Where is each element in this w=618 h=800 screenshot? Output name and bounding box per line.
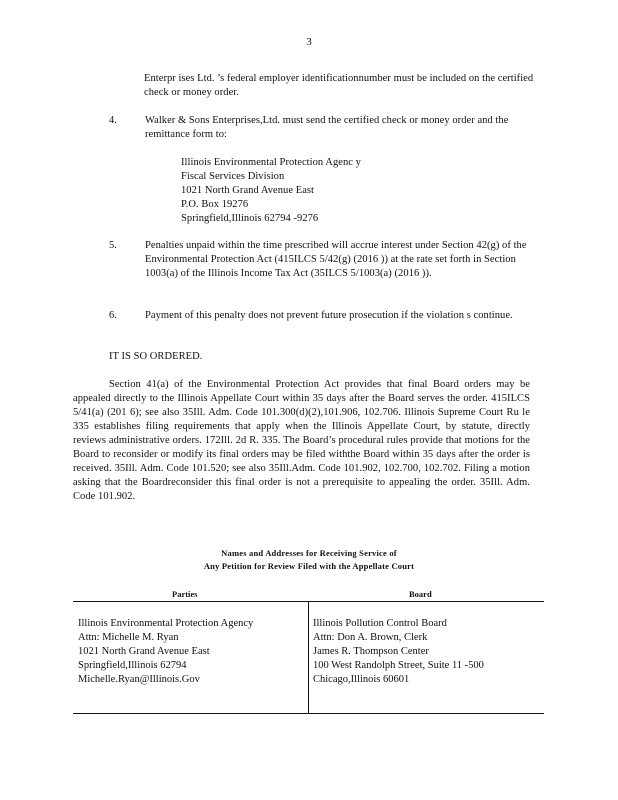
so-ordered-line: IT IS SO ORDERED. <box>109 351 203 362</box>
numbered-item-5 <box>109 239 539 281</box>
board-address-block <box>313 617 484 687</box>
board-line: Attn: Don A. Brown, Clerk <box>313 632 428 643</box>
item-number: 6. <box>109 310 117 321</box>
party-line: Springfield,Illinois 62794 <box>78 660 187 671</box>
party-line: 1021 North Grand Avenue East <box>78 646 210 657</box>
item-text: Walker & Sons Enterprises,Ltd. must send the certified check or money order and the remittance form to: <box>145 115 509 140</box>
table-bottom-rule <box>73 713 544 714</box>
address-line: 1021 North Grand Avenue East <box>181 185 315 196</box>
party-line: Illinois Environmental Protection Agency <box>78 618 254 629</box>
item-text: Payment of this penalty does not prevent future prosecution if the violation s continue. <box>145 310 513 321</box>
continuation-paragraph: Enterpr ises Ltd. ’s federal employer identificationnumber must be included on the certified check or money order. <box>144 73 534 98</box>
remittance-address <box>181 156 361 226</box>
parties-column-header: Parties <box>172 589 198 599</box>
address-line: Springfield,Illinois 62794 -9276 <box>181 213 319 224</box>
appeal-paragraph: Section 41(a) of the Environmental Protection Act provides that final Board orders may be appealed directly to the Illinois Appellate Court within 35 days after the Board serves the order. 415ILCS 5/41(a) (201 6); see also 35Ill. Adm. Code 101.300(d)(2),101.906, 102.706. Illinois Supreme Court Ru le 335 establishes filing requirements that apply when the Illinois Appellate Court, by statute, directly reviews administrative orders. 172Ill. 2d R. 335. The Board’s procedural rules provide that motions for the Board to reconsider or modify its final orders may be filed withthe Board within 35 days after the order is received. 35Ill. Adm. Code 101.520; see also 35Ill.Adm. Code 101.902, 102.700, 102.702. Filing a motion asking that the Boardreconsider this final order is not a prerequisite to appealing the order. 35Ill. Adm. Code 101.902. <box>73 379 530 502</box>
address-line: Fiscal Services Division <box>181 171 285 182</box>
parties-address-block <box>78 617 253 687</box>
address-line: P.O. Box 19276 <box>181 199 249 210</box>
board-column-header: Board <box>409 589 432 599</box>
address-line: Illinois Environmental Protection Agenc y <box>181 157 361 168</box>
service-heading-line2: Any Petition for Review Filed with the Appellate Court <box>203 561 415 571</box>
party-email: Michelle.Ryan@Illinois.Gov <box>78 674 200 685</box>
item-number: 5. <box>109 240 117 251</box>
item-number: 4. <box>109 115 117 126</box>
board-line: Chicago,Illinois 60601 <box>313 674 410 685</box>
table-column-divider <box>308 601 309 713</box>
page-number: 3 <box>306 36 312 48</box>
board-line: Illinois Pollution Control Board <box>313 618 447 629</box>
service-heading-line1: Names and Addresses for Receiving Service of <box>221 548 397 558</box>
numbered-item-6 <box>109 309 539 323</box>
numbered-item-4 <box>109 114 539 142</box>
party-line: Attn: Michelle M. Ryan <box>78 632 179 643</box>
board-line: James R. Thompson Center <box>313 646 429 657</box>
item-text: Penalties unpaid within the time prescribed will accrue interest under Section 42(g) of the Environmental Protection Act (415ILCS 5/42(g) (2016 )) at the rate set forth in Section 1003(a) of the Illinois Income Tax Act (35ILCS 5/1003(a) (2016 )). <box>145 240 527 279</box>
board-line: 100 West Randolph Street, Suite 11 -500 <box>313 660 484 671</box>
